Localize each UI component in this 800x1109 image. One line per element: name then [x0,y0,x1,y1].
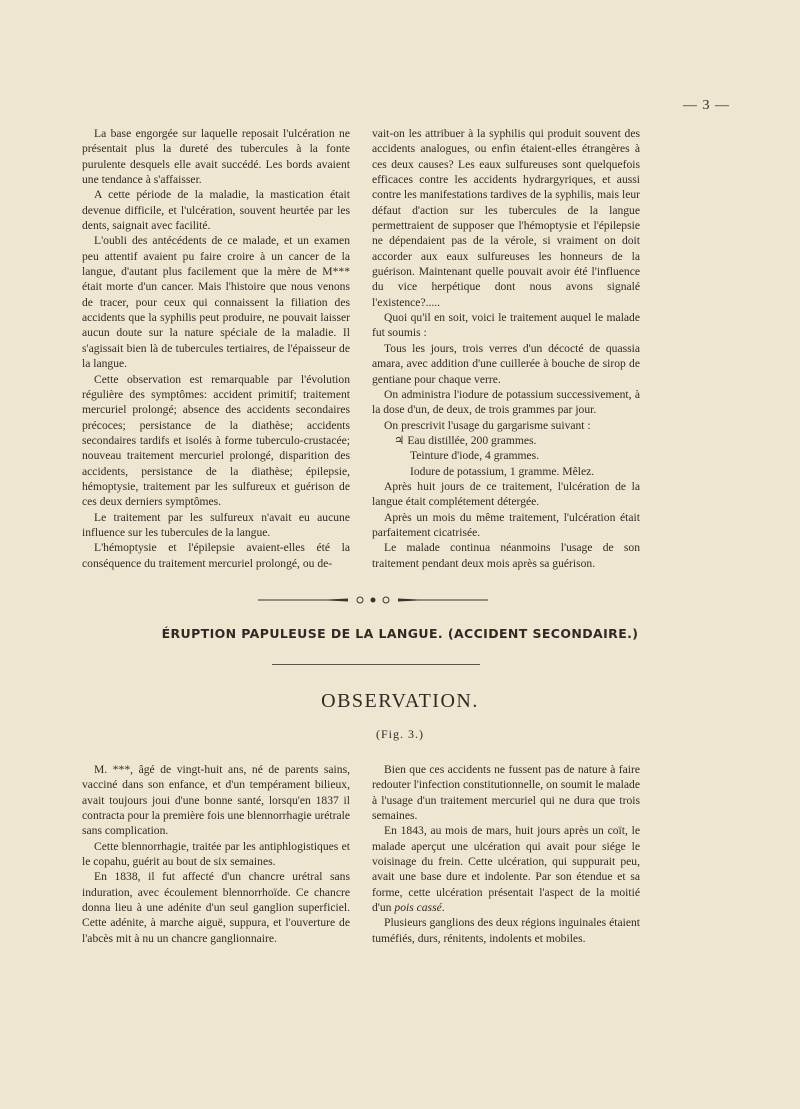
paragraph: Quoi qu'il en soit, voici le traitement auquel le malade fut soumis : [372,311,640,340]
figure-reference: (Fig. 3.) [376,727,424,741]
paragraph: Le traitement par les sulfureux n'avait eu aucune influence sur les tubercules de la langue. [82,510,350,539]
paragraph: Après huit jours de ce traitement, l'ulcération de la langue était complétement détergée. [372,479,640,509]
paragraph-text: . [441,901,445,915]
paragraph: Cette observation est remarquable par l'évolution régulière des symptômes: accident primitif; traitement mercuriel prolongé; absence des accidents secondaires précoces; persistance de la diathèse; accidents secondaires tardifs et isolés à forme tuberculo-crustacée; nouveau traitement mercuriel prolongé, disparition des accidents, persistance de la diathèse; épilepsie, hémoptysie, traitement par les sulfureux et guérison de ces deux derniers symptômes. [82,372,350,509]
observation-title: OBSERVATION. [321,690,479,712]
prescription-line: Iodure de potassium, 1 gramme. Mêlez. [410,464,595,478]
page-number: — 3 — [683,98,730,113]
section-ornament-divider [258,595,488,605]
paragraph: Le malade continua néanmoins l'usage de son traitement pendant deux mois après sa guérison. [372,541,640,570]
column-right-top [372,126,640,571]
recipe-symbol: ♃ [394,433,405,447]
paragraph: On administra l'iodure de potassium successivement, à la dose d'un, de deux, de trois grammes par jour. [372,387,640,417]
paragraph: En 1838, il fut affecté d'un chancre urétral sans induration, avec écoulement blennorrhoïde. Ce chancre donna lieu à une adénite d'un seul ganglion superficiel. Cette adénite, à marche aiguë, suppura, et l'ouverture de l'abcès mit à nu un chancre ganglionnaire. [82,870,350,945]
paragraph: vait-on les attribuer à la syphilis qui produit souvent des accidents analogues, ou enfin étaient-elles étrangères à ces deux causes? Les eaux sulfureuses sont quelquefois efficaces contre les accidents hydrargyriques, et aussi contre les manifestations tardives de la syphilis, mais leur défaut d'action sur les tubercules de la langue permettraient de supposer que l'hémoptysie et l'épilepsie ne dépendaient pas de la vérole, si vraiment on doit accorder aux eaux sulfureuses les honneurs de la guérison. Maintenant quelle pouvait avoir été l'influence du vice herpétique dont nous avons signalé l'existence?..... [372,127,640,309]
prescription-line: Teinture d'iode, 4 grammes. [410,449,540,463]
paragraph: La base engorgée sur laquelle reposait l'ulcération ne présentait plus la dureté des tubercules à la fonte purulente desquels elle avait succédé. Les bords avaient une tendance à s'affaisser. [82,127,350,187]
paragraph: Tous les jours, trois verres d'un décocté de quassia amara, avec addition d'une cuillerée à bouche de sirop de gentiane pour chaque verre. [372,341,640,386]
column-left-bottom [82,762,350,946]
paragraph: A cette période de la maladie, la mastication était devenue difficile, et l'ulcération, souvent heurtée par les dents, saignait avec facilité. [82,188,350,233]
column-left-top [82,126,350,571]
section-heading: ÉRUPTION PAPULEUSE DE LA LANGUE. (ACCIDENT SECONDAIRE.) [161,626,639,641]
paragraph: Bien que ces accidents ne fussent pas de nature à faire redouter l'infection constitutionnelle, on soumit le malade à l'usage d'un traitement mercuriel qui ne dura que trois semaines. [372,763,640,823]
paragraph: Cette blennorrhagie, traitée par les antiphlogistiques et le copahu, guérit au bout de six semaines. [82,839,350,869]
paragraph: L'oubli des antécédents de ce malade, et un examen peu attentif avaient pu faire croire à un cancer de la langue, d'autant plus facilement que la mère de M*** était morte d'un cancer. Mais l'histoire que nous venons de tracer, pour ceux qui connaissent la filiation des accidents que la syphilis peut produire, ne pouvait laisser aucun doute sur la nature spéciale de la maladie. Il s'agissait bien là de tubercules tertiaires, de l'épaisseur de la langue. [82,234,350,371]
paragraph: On prescrivit l'usage du gargarisme suivant : [384,418,591,432]
horizontal-rule [272,664,480,665]
paragraph: M. ***, âgé de vingt-huit ans, né de parents sains, vacciné dans son enfance, et d'un tempérament bilieux, avait toujours joui d'une bonne santé, lorsqu'en 1837 il contracta pour la première fois une blennorrhagie urétrale sans complication. [82,763,350,838]
paragraph-text: En 1843, au mois de mars, huit jours après un coït, le malade aperçut une ulcération qui avait pour siége le voisinage du frein. Cette ulcération, qui suppurait peu, avait une base dure et indolente. Par son étendue et sa forme, cette ulcération présentait l'aspect de la moitié d'un [372,824,640,915]
paragraph: Plusieurs ganglions des deux régions inguinales étaient tuméfiés, durs, rénitents, indolents et mobiles. [372,916,640,945]
prescription-line [372,433,640,448]
prescription-text: Eau distillée, 200 grammes. [407,433,537,447]
column-right-bottom [372,762,640,946]
italic-text: pois cassé [394,901,442,915]
paragraph [372,823,640,915]
paragraph: L'hémoptysie et l'épilepsie avaient-elles été la conséquence du traitement mercuriel prolongé, ou de- [82,541,350,570]
paragraph: Après un mois du même traitement, l'ulcération était parfaitement cicatrisée. [372,510,640,539]
